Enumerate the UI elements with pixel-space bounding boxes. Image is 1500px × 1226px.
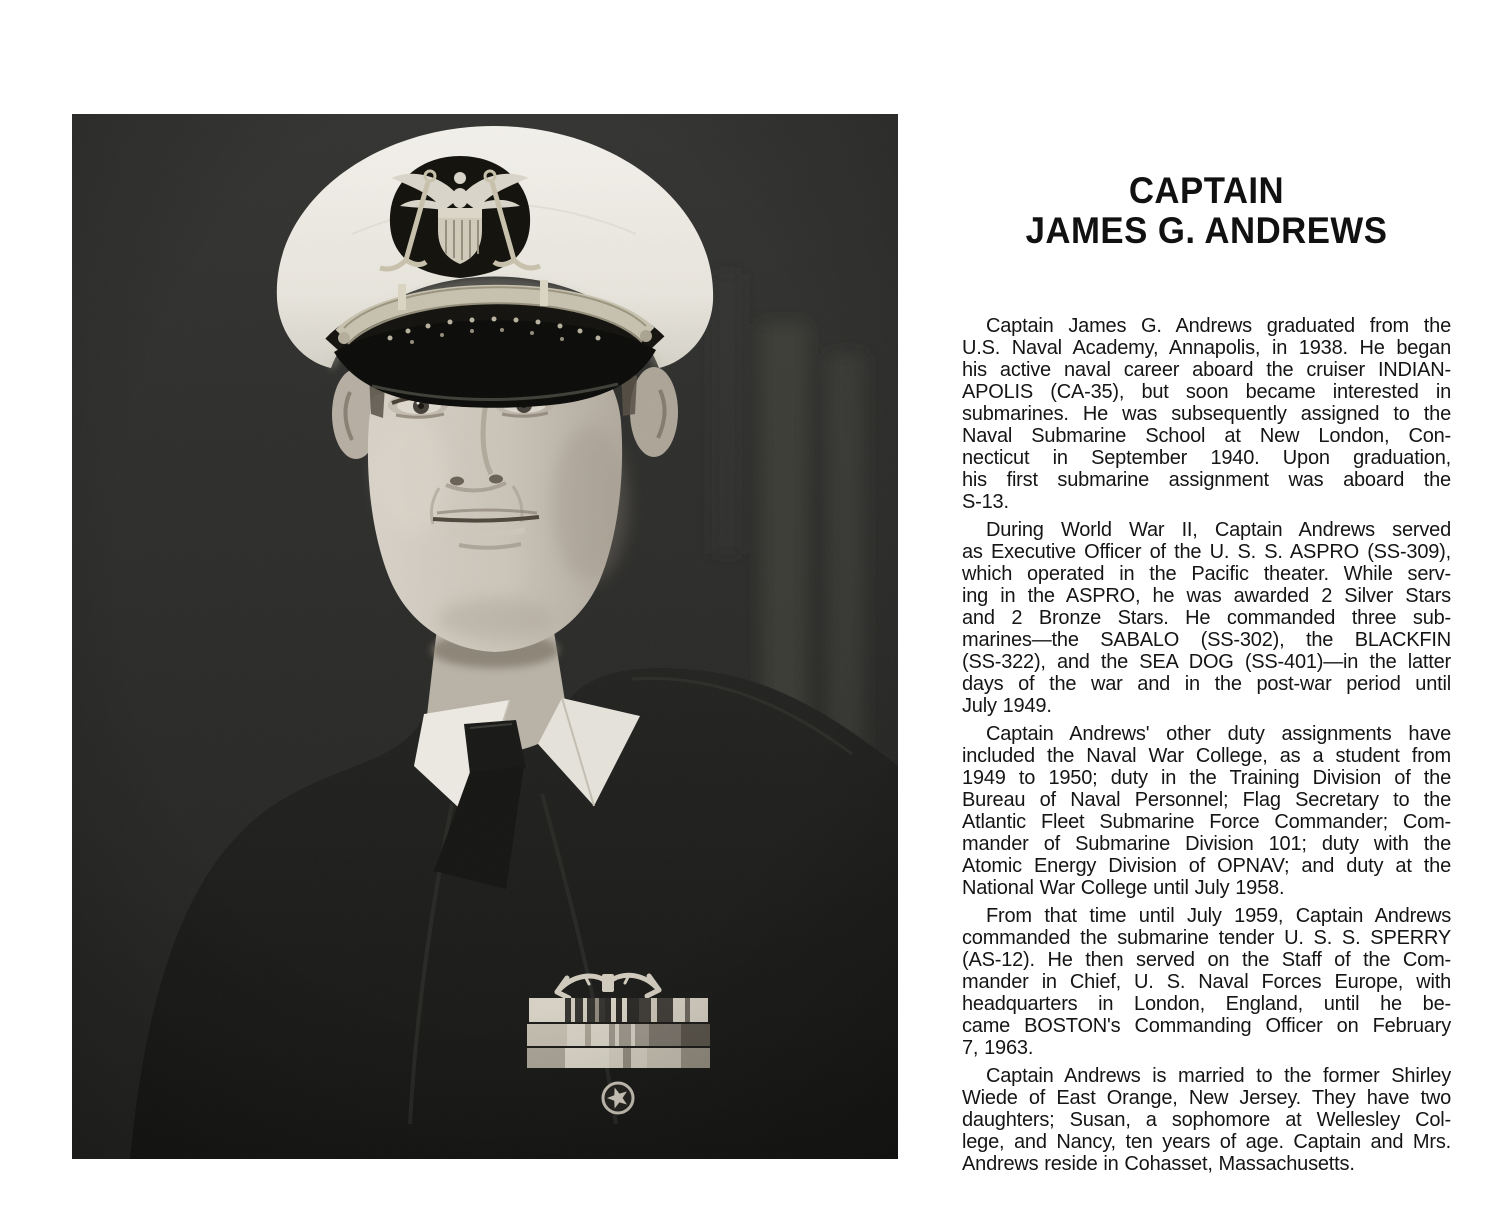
paragraph	[962, 315, 1451, 513]
portrait-photo	[72, 114, 898, 1159]
text-line: From that time until July 1959, Captain Andrews	[986, 905, 1451, 927]
text-line: National War College until July 1958.	[962, 877, 1285, 899]
text-line: headquarters in London, England, until he be-	[962, 993, 1451, 1015]
text-line: included the Naval War College, as a student from	[962, 745, 1451, 767]
text-line: Bureau of Naval Personnel; Flag Secretary to the	[962, 789, 1451, 811]
text-line: daughters; Susan, a sophomore at Wellesley Col-	[962, 1109, 1451, 1131]
text-line: ing in the ASPRO, he was awarded 2 Silver Stars	[962, 585, 1451, 607]
page-title	[977, 171, 1437, 251]
text-line: came BOSTON's Commanding Officer on February	[962, 1015, 1451, 1037]
paragraph	[962, 519, 1451, 717]
text-line: July 1949.	[962, 695, 1052, 717]
text-line: lege, and Nancy, ten years of age. Captain and Mrs.	[962, 1131, 1451, 1153]
text-line: U.S. Naval Academy, Annapolis, in 1938. He began	[962, 337, 1451, 359]
text-line: his active naval career aboard the cruiser INDIAN-	[962, 359, 1451, 381]
text-line: and 2 Bronze Stars. He commanded three sub-	[962, 607, 1451, 629]
text-line: 7, 1963.	[962, 1037, 1034, 1059]
text-line: Captain Andrews' other duty assignments have	[986, 723, 1451, 745]
text-column	[962, 0, 1451, 1226]
text-line: days of the war and in the post-war period until	[962, 673, 1451, 695]
text-line: mander in Chief, U. S. Naval Forces Europe, with	[962, 971, 1451, 993]
text-line: Atomic Energy Division of OPNAV; and duty at the	[962, 855, 1451, 877]
text-line: submarines. He was subsequently assigned to the	[962, 403, 1451, 425]
text-line: his first submarine assignment was aboard the	[962, 469, 1451, 491]
text-line: Atlantic Fleet Submarine Force Commander; Com-	[962, 811, 1451, 833]
text-line: S-13.	[962, 491, 1009, 513]
text-line: During World War II, Captain Andrews served	[986, 519, 1451, 541]
text-line: (AS-12). He then served on the Staff of the Com-	[962, 949, 1451, 971]
text-line: which operated in the Pacific theater. While serv-	[962, 563, 1451, 585]
paragraph	[962, 723, 1451, 899]
title-name: JAMES G. ANDREWS	[1025, 210, 1388, 251]
text-line: necticut in September 1940. Upon graduation,	[962, 447, 1451, 469]
text-line: Andrews reside in Cohasset, Massachusetts.	[962, 1153, 1355, 1175]
text-line: mander of Submarine Division 101; duty with the	[962, 833, 1451, 855]
text-line: (SS-322), and the SEA DOG (SS-401)—in the latter	[962, 651, 1451, 673]
text-line: 1949 to 1950; duty in the Training Division of the	[962, 767, 1451, 789]
biography-text	[962, 315, 1451, 1181]
paragraph	[962, 905, 1451, 1059]
text-line: Captain James G. Andrews graduated from the	[986, 315, 1451, 337]
text-line: as Executive Officer of the U. S. S. ASPRO (SS-309),	[962, 541, 1451, 563]
paragraph	[962, 1065, 1451, 1175]
text-line: Captain Andrews is married to the former Shirley	[986, 1065, 1451, 1087]
text-line: APOLIS (CA-35), but soon became interested in	[962, 381, 1451, 403]
text-line: Wiede of East Orange, New Jersey. They have two	[962, 1087, 1451, 1109]
vignette-overlay	[72, 114, 898, 1159]
text-line: commanded the submarine tender U. S. S. SPERRY	[962, 927, 1451, 949]
text-line: Naval Submarine School at New London, Con-	[962, 425, 1451, 447]
title-rank: CAPTAIN	[1128, 170, 1285, 211]
portrait-photo-art	[72, 114, 898, 1159]
text-line: marines—the SABALO (SS-302), the BLACKFIN	[962, 629, 1451, 651]
